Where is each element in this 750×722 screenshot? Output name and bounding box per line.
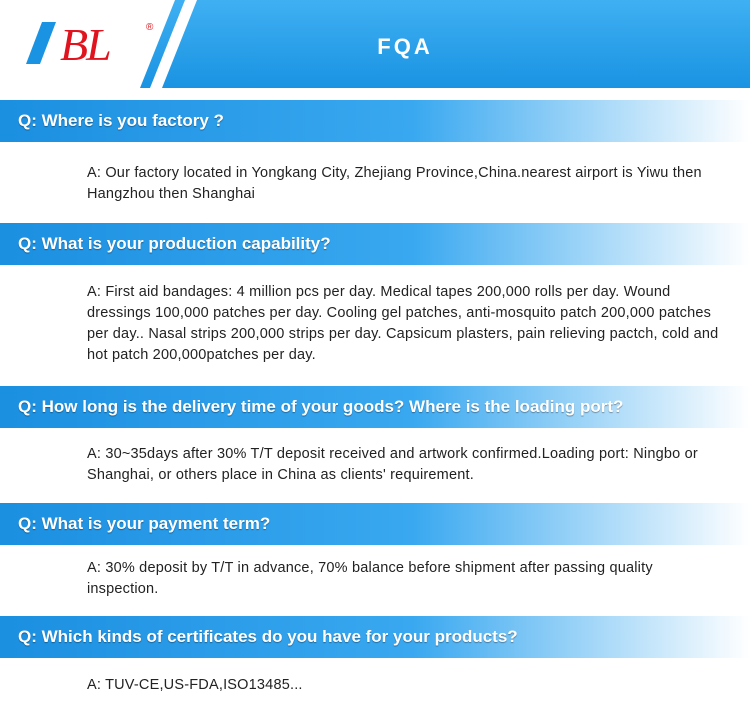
faq-answer-1: A: Our factory located in Yongkang City, Zhejiang Province,China.nearest airport is Yiwu then Hangzhou then Shanghai: [87, 165, 702, 202]
faq-answer-3: A: 30~35days after 30% T/T deposit received and artwork confirmed.Loading port: Ningbo or Shanghai, or others place in China as clients' requirement.: [87, 446, 698, 483]
faq-answer-4: A: 30% deposit by T/T in advance, 70% balance before shipment after passing quality inspection.: [87, 560, 653, 597]
faq-answer-2: A: First aid bandages: 4 million pcs per day. Medical tapes 200,000 rolls per day. Wound dressings 100,000 patches per day. Cooling gel patches, anti-mosquito patch 200,000 patches per day.. Nasal strips 200,000 strips per day. Capsicum plasters, pain relieving pactch, cold and hot patch 200,000patches per day.: [87, 284, 719, 363]
faq-question-3: Q: How long is the delivery time of your goods? Where is the loading port?: [0, 386, 750, 428]
page-title: FQA: [377, 34, 433, 59]
faq-question-2: Q: What is your production capability?: [0, 223, 750, 265]
page-header: [0, 0, 750, 88]
faq-question-1: Q: Where is you factory ?: [0, 100, 750, 142]
faq-answer-5: A: TUV-CE,US-FDA,ISO13485...: [87, 677, 303, 693]
faq-question-4: Q: What is your payment term?: [0, 503, 750, 545]
registered-mark: ®: [146, 22, 154, 33]
logo-text: BL: [60, 19, 110, 70]
faq-question-5: Q: Which kinds of certificates do you have for your products?: [0, 616, 750, 658]
